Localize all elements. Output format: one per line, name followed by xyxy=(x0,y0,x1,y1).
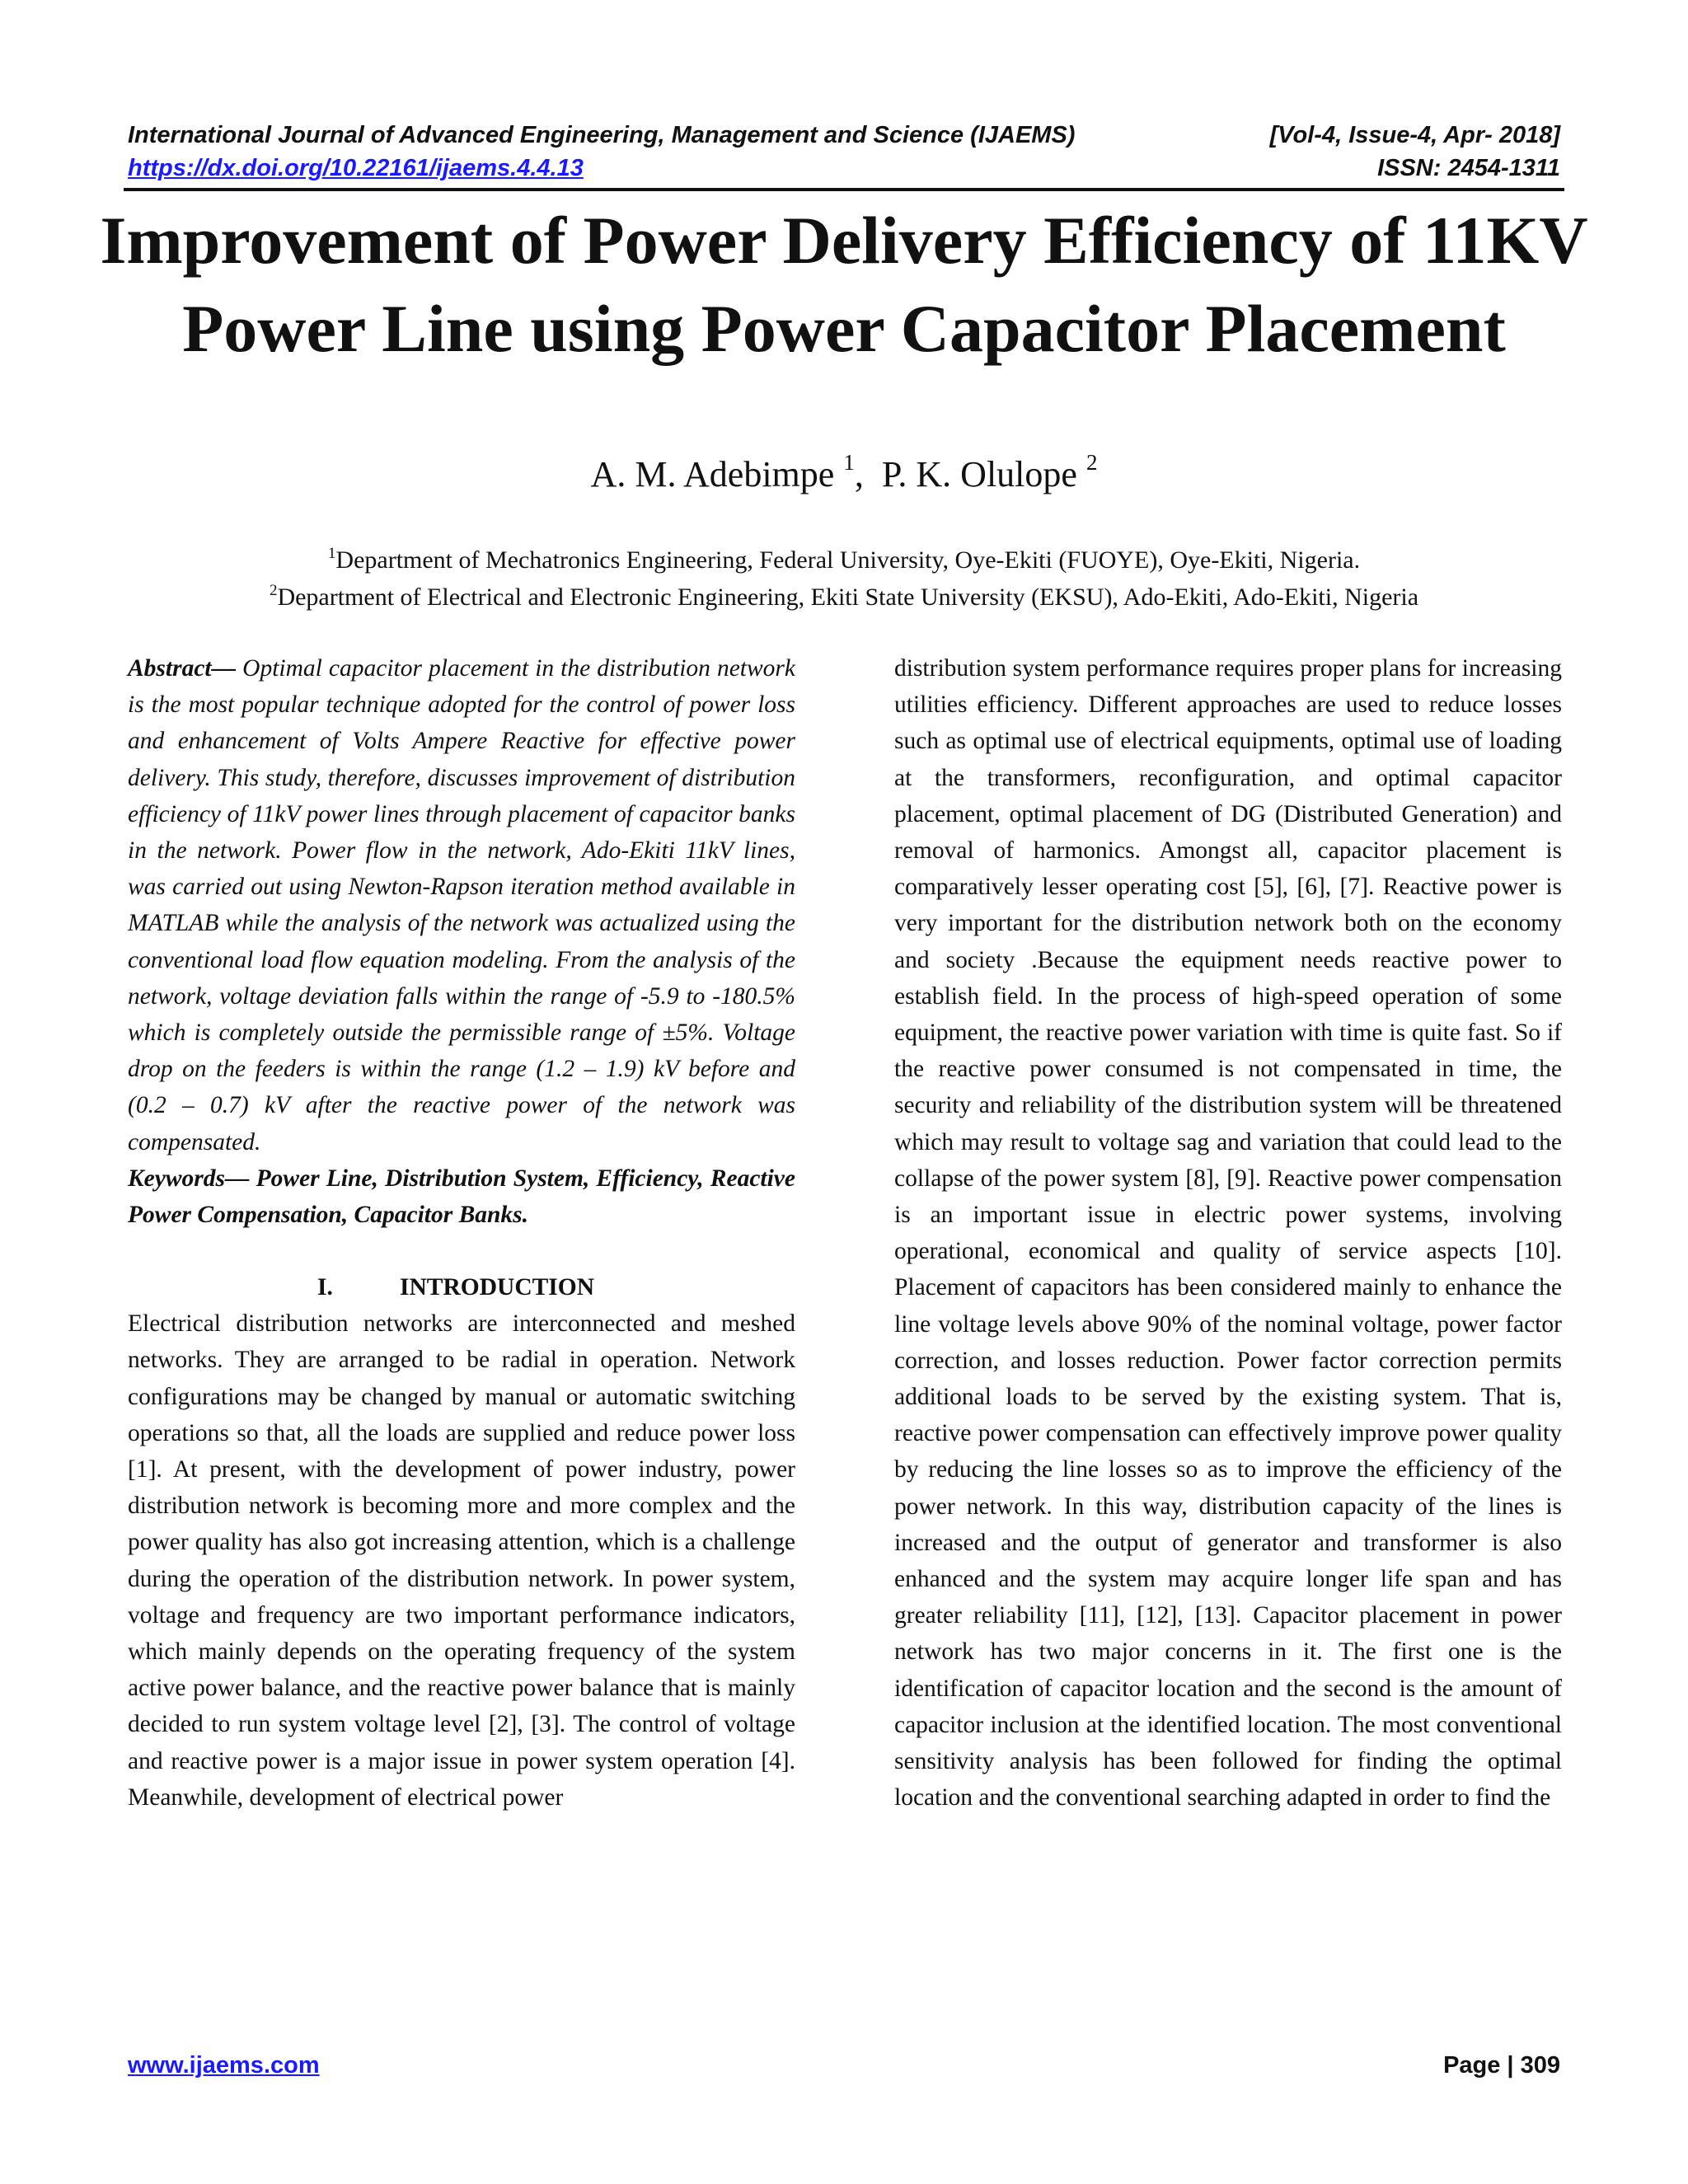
affiliation-mark: 2 xyxy=(269,582,278,599)
affiliation-1 xyxy=(0,544,1688,577)
left-column xyxy=(128,650,795,1816)
affiliation-text: Department of Mechatronics Engineering, Federal University, Oye-Ekiti (FUOYE), Oye-Ekiti, Nigeria. xyxy=(335,546,1361,574)
author-name: A. M. Adebimpe xyxy=(590,454,835,494)
intro-paragraph-right: distribution system performance requires proper plans for increasing utilities efficiency. Different approaches are used to reduce losses such as optimal use of electrical equipments, optimal use of loading at the transformers, reconfiguration, and optimal capacitor placement, optimal placement of DG (Distributed Generation) and removal of harmonics. Amongst all, capacitor placement is comparatively lesser operating cost [5], [6], [7]. Reactive power is very important for the distribution network both on the economy and society .Because the equipment needs reactive power to establish field. In the process of high-speed operation of some equipment, the reactive power variation with time is quite fast. So if the reactive power consumed is not compensated in time, the security and reliability of the distribution system will be threatened which may result to voltage sag and variation that could lead to the collapse of the power system [8], [9]. Reactive power compensation is an important issue in electric power systems, involving operational, economical and quality of service aspects [10]. Placement of capacitors has been considered mainly to enhance the line voltage levels above 90% of the nominal voltage, power factor correction, and losses reduction. Power factor correction permits additional loads to be served by the existing system. That is, reactive power compensation can effectively improve power quality by reducing the line losses so as to improve the efficiency of the power network. In this way, distribution capacity of the lines is increased and the output of generator and transformer is also enhanced and the system may acquire longer life span and has greater reliability [11], [12], [13]. Capacitor placement in power network has two major concerns in it. The first one is the identification of capacitor location and the second is the amount of capacitor inclusion at the identified location. The most conventional sensitivity analysis has been followed for finding the optimal location and the conventional searching adapted in order to find the xyxy=(894,655,1562,1811)
affiliation-text: Department of Electrical and Electronic Engineering, Ekiti State University (EKSU), Ado-Ekiti, Ado-Ekiti, Nigeria xyxy=(277,583,1419,611)
website-link[interactable]: www.ijaems.com xyxy=(128,2052,320,2079)
section-title: INTRODUCTION xyxy=(400,1274,595,1301)
journal-name: International Journal of Advanced Engineering, Management and Science (IJAEMS) xyxy=(128,122,1076,148)
right-column xyxy=(894,650,1562,1816)
author-name: P. K. Olulope xyxy=(881,454,1077,494)
abstract xyxy=(128,650,795,1160)
page-footer xyxy=(128,2052,1560,2085)
section-heading xyxy=(128,1269,795,1305)
author-mark: 1 xyxy=(843,450,855,475)
paper-title: Improvement of Power Delivery Efficiency of 11KV Power Line using Power Capacitor Placement xyxy=(100,203,1588,366)
doi-link[interactable]: https://dx.doi.org/10.22161/ijaems.4.4.13 xyxy=(128,155,584,181)
affiliation-mark: 1 xyxy=(327,545,336,562)
intro-paragraph-left: Electrical distribution networks are interconnected and meshed networks. They are arranged to be radial in operation. Network configurations may be changed by manual or automatic switching operations so that, all the loads are supplied and reduce power loss [1]. At present, with the development of power industry, power distribution network is becoming more and more complex and the power quality has also got increasing attention, which is a challenge during the operation of the distribution network. In power system, voltage and frequency are two important performance indicators, which mainly depends on the operating frequency of the system active power balance, and the reactive power balance that is mainly decided to run system voltage level [2], [3]. The control of voltage and reactive power is a major issue in power system operation [4]. Meanwhile, development of electrical power xyxy=(128,1310,795,1811)
abstract-text: Optimal capacitor placement in the distribution network is the most popular technique adopted for the control of power loss and enhancement of Volts Ampere Reactive for effective power delivery. This study, therefore, discusses improvement of distribution efficiency of 11kV power lines through placement of capacitor banks in the network. Power flow in the network, Ado-Ekiti 11kV lines, was carried out using Newton-Rapson iteration method available in MATLAB while the analysis of the network was actualized using the conventional load flow equation modeling. From the analysis of the network, voltage deviation falls within the range of -5.9 to -180.5% which is completely outside the permissible range of ±5%. Voltage drop on the feeders is within the range (1.2 – 1.9) kV before and (0.2 – 0.7) kV after the reactive power of the network was compensated. xyxy=(128,655,796,1155)
page-number: Page | 309 xyxy=(1443,2052,1560,2079)
volume-issue: [Vol-4, Issue-4, Apr- 2018] xyxy=(1269,122,1560,148)
keywords: Keywords— Power Line, Distribution System, Efficiency, Reactive Power Compensation, Capacitor Banks. xyxy=(128,1165,795,1229)
header-rule xyxy=(124,188,1564,191)
abstract-label: Abstract— xyxy=(128,655,237,682)
issn: ISSN: 2454-1311 xyxy=(1377,155,1560,181)
affiliation-2 xyxy=(0,581,1688,614)
section-number: I. xyxy=(317,1274,333,1301)
author-line: A. M. Adebimpe $^1$, P. K. Olulope $^2$ xyxy=(590,450,1098,494)
author-mark: 2 xyxy=(1085,450,1098,475)
